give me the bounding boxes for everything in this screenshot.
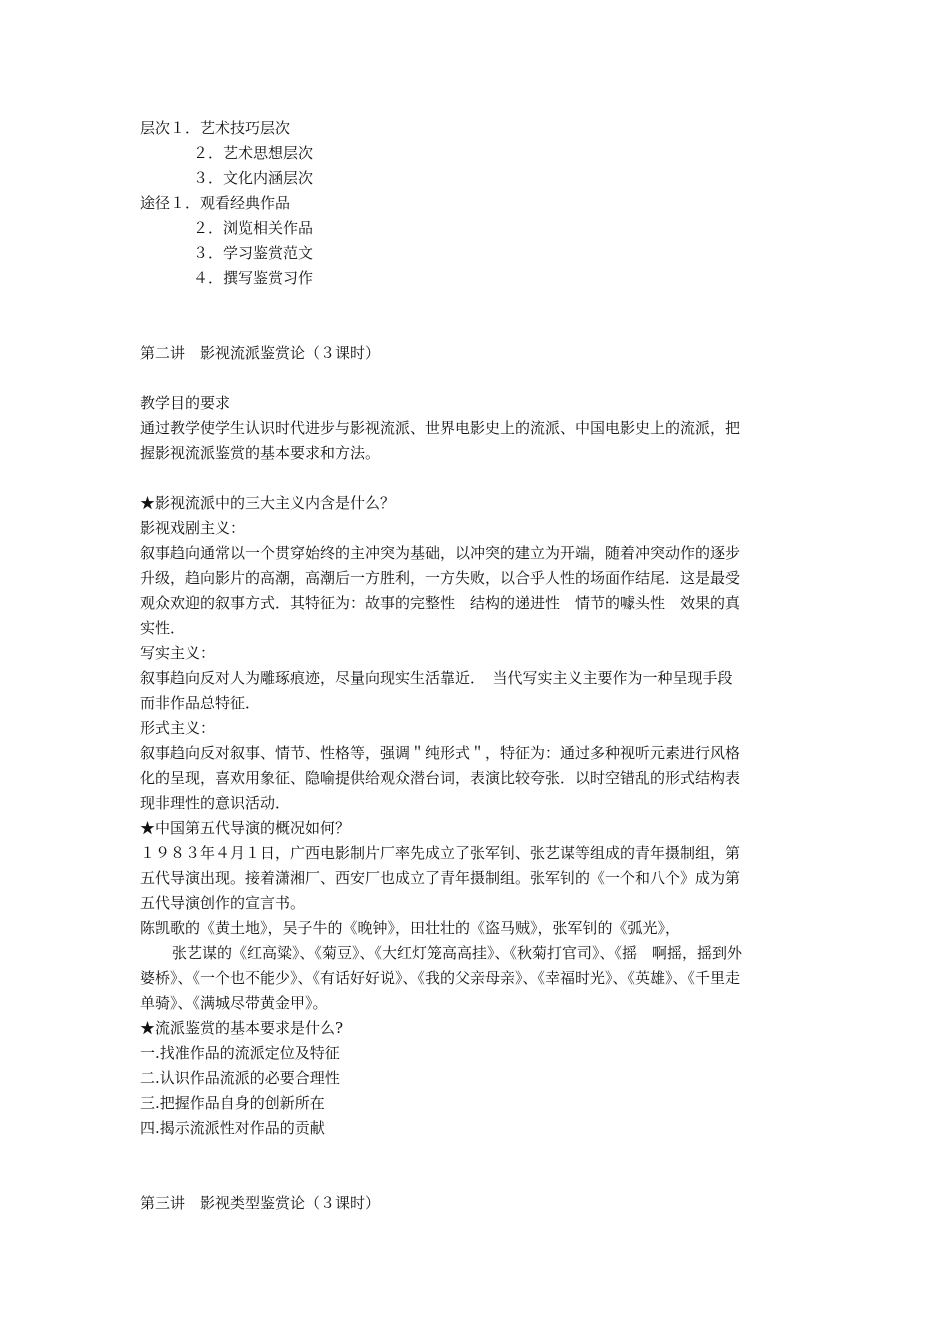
question-fifth-generation: ★中国第五代导演的概况如何？ — [140, 819, 351, 837]
question-three-isms: ★影视流派中的三大主义内含是什么？ — [140, 494, 396, 512]
realism-line: 而非作品总特征． — [140, 694, 261, 712]
lecture-2-title: 第二讲 影视流派鉴赏论（３课时） — [140, 344, 381, 362]
drama-heading: 影视戏剧主义： — [140, 519, 246, 537]
requirement-item: 三.把握作品自身的创新所在 — [140, 1094, 325, 1112]
lecture-3-title: 第三讲 影视类型鉴赏论（３课时） — [140, 1194, 381, 1212]
goal-heading: 教学目的要求 — [140, 394, 231, 412]
requirement-item: 一.找准作品的流派定位及特征 — [140, 1044, 340, 1062]
drama-line: 叙事趋向通常以一个贯穿始终的主冲突为基础，以冲突的建立为开端，随着冲突动作的逐步 — [140, 544, 741, 562]
drama-line: 实性． — [140, 619, 186, 637]
path-2: ２．浏览相关作品 — [193, 219, 314, 237]
zhang-yimou-line: 婆桥》、《一个也不能少》、《有话好好说》、《我的父亲母亲》、《幸福时光》、《英雄》、《千里走 — [140, 969, 741, 987]
realism-line: 叙事趋向反对人为雕琢痕迹，尽量向现实生活靠近． 当代写实主义主要作为一种呈现手段 — [140, 669, 733, 687]
path-3: ３．学习鉴赏范文 — [193, 244, 314, 262]
path-1: 途径１．观看经典作品 — [140, 194, 291, 212]
formalism-line: 叙事趋向反对叙事、情节、性格等，强调＂纯形式＂，特征为：通过多种视听元素进行风格 — [140, 744, 741, 762]
path-4: ４．撰写鉴赏习作 — [193, 269, 314, 287]
fifth-gen-line: １９８３年４月１日，广西电影制片厂率先成立了张军钊、张艺谋等组成的青年摄制组，第 — [140, 844, 741, 862]
fifth-gen-line: 陈凯歌的《黄土地》，吴子牛的《晚钟》，田壮壮的《盗马贼》，张军钊的《弧光》， — [140, 919, 681, 937]
fifth-gen-line: 五代导演出现。接着潇湘厂、西安厂也成立了青年摄制组。张军钊的《一个和八个》成为第 — [140, 869, 741, 887]
zhang-yimou-line: 单骑》、《满城尽带黄金甲》。 — [140, 994, 328, 1012]
realism-heading: 写实主义： — [140, 644, 216, 662]
formalism-line: 化的呈现，喜欢用象征、隐喻提供给观众潜台词，表演比较夸张．以时空错乱的形式结构表 — [140, 769, 741, 787]
zhang-yimou-line: 张艺谋的《红高粱》、《菊豆》、《大红灯笼高高挂》、《秋菊打官司》、《摇 啊摇，摇到外 — [172, 944, 743, 962]
level-3: ３．文化内涵层次 — [193, 169, 314, 187]
question-requirements: ★流派鉴赏的基本要求是什么? — [140, 1019, 344, 1037]
requirement-item: 四.揭示流派性对作品的贡献 — [140, 1119, 325, 1137]
formalism-heading: 形式主义： — [140, 719, 216, 737]
goal-line: 通过教学使学生认识时代进步与影视流派、世界电影史上的流派、中国电影史上的流派，把 — [140, 419, 741, 437]
requirement-item: 二.认识作品流派的必要合理性 — [140, 1069, 340, 1087]
fifth-gen-line: 五代导演创作的宣言书。 — [140, 894, 306, 912]
level-2: ２．艺术思想层次 — [193, 144, 314, 162]
formalism-line: 现非理性的意识活动． — [140, 794, 291, 812]
level-1: 层次１．艺术技巧层次 — [140, 119, 291, 137]
goal-line: 握影视流派鉴赏的基本要求和方法。 — [140, 444, 381, 462]
drama-line: 升级，趋向影片的高潮，高潮后一方胜利，一方失败，以合乎人性的场面作结尾．这是最受 — [140, 569, 741, 587]
drama-line: 观众欢迎的叙事方式．其特征为：故事的完整性 结构的递进性 情节的噱头性 效果的真 — [140, 594, 741, 612]
